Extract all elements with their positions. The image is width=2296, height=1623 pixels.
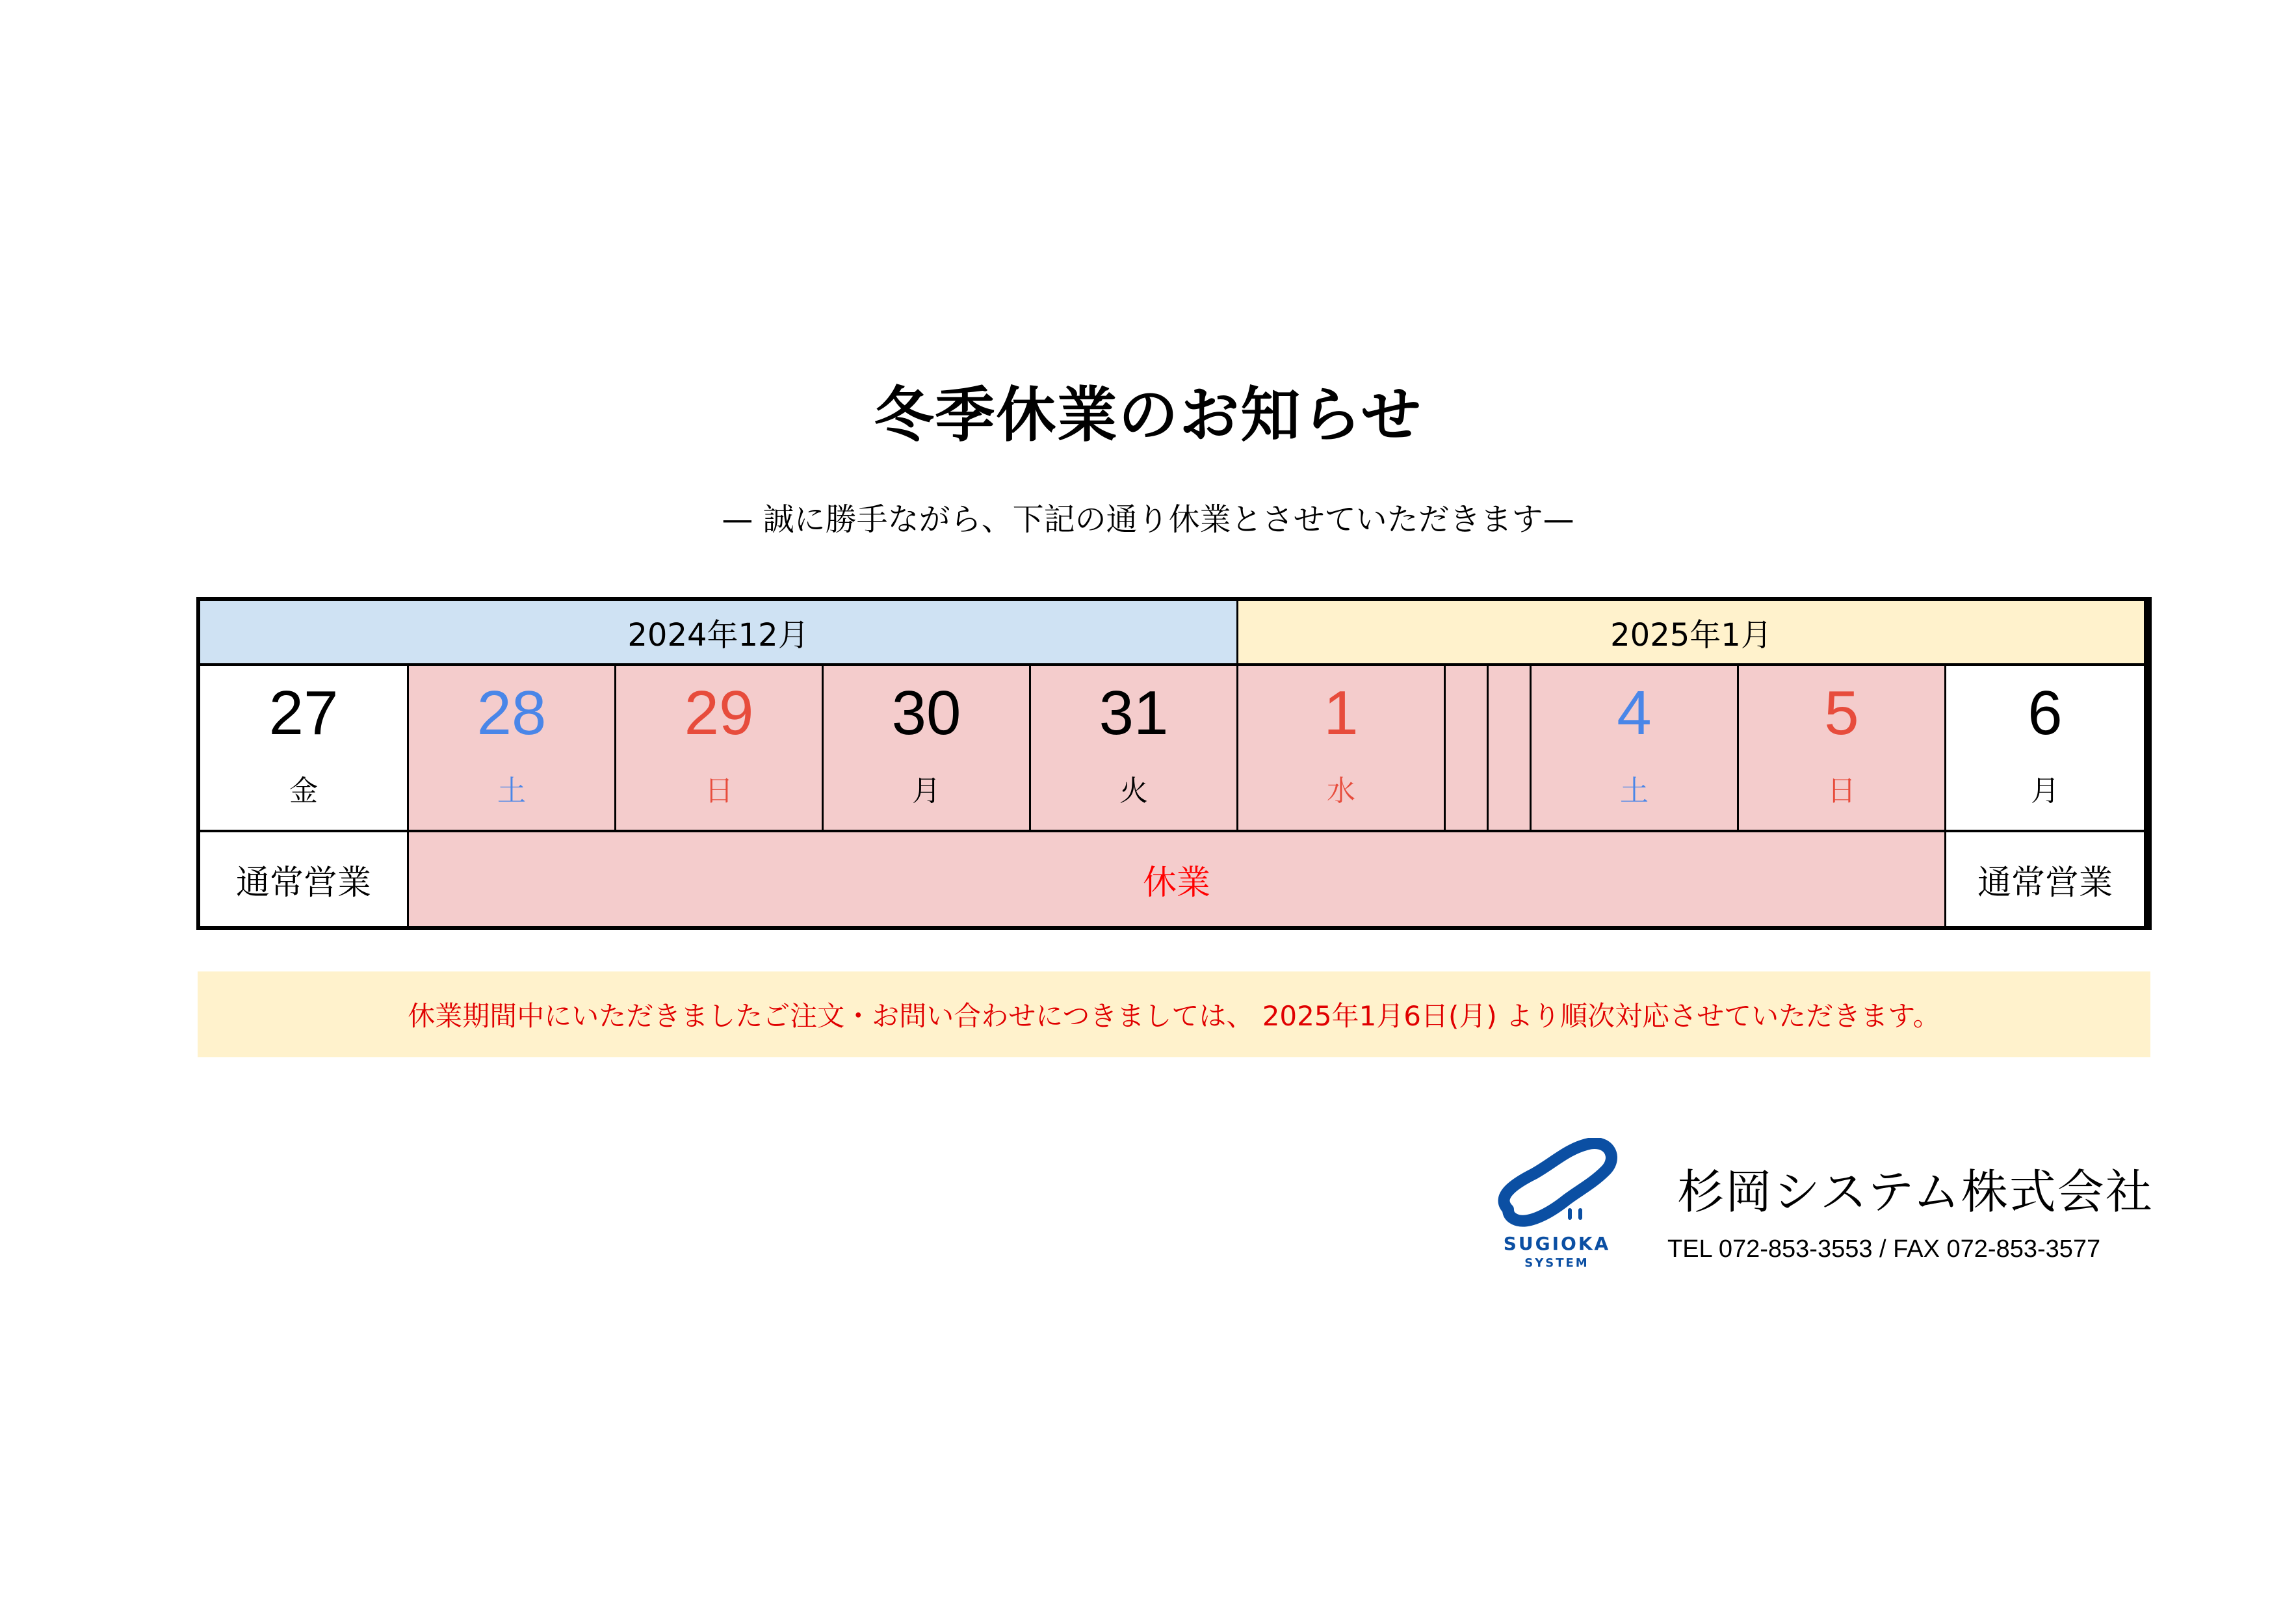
day-weekday: 月	[2031, 774, 2059, 808]
status-open-before: 通常営業	[200, 830, 407, 926]
day-number: 29	[684, 678, 754, 748]
day-weekday: 日	[1827, 774, 1856, 808]
day-weekday: 土	[1620, 774, 1649, 808]
day-number: 4	[1617, 678, 1652, 748]
day-cell-30	[822, 663, 1029, 830]
day-cell-gap-1	[1444, 663, 1487, 830]
day-weekday: 金	[289, 774, 318, 808]
day-cell-5	[1737, 663, 1944, 830]
day-cell-6	[1944, 663, 2144, 830]
day-cell-1	[1236, 663, 1444, 830]
logo-text-sugioka: SUGIOKA	[1503, 1233, 1611, 1254]
company-contact: TEL 072-853-3553 / FAX 072-853-3577	[1667, 1235, 2101, 1263]
day-weekday: 水	[1327, 774, 1355, 808]
day-number: 1	[1324, 678, 1359, 748]
day-number: 27	[268, 678, 339, 748]
day-number: 5	[1824, 678, 1859, 748]
company-name: 杉岡システム株式会社	[1677, 1165, 2154, 1219]
day-number: 31	[1099, 678, 1169, 748]
month-header-dec: 2024年12月	[200, 601, 1236, 663]
day-cell-4	[1530, 663, 1737, 830]
day-cell-28	[407, 663, 614, 830]
holiday-calendar-table	[196, 597, 2152, 930]
day-number: 30	[891, 678, 961, 748]
day-weekday: 土	[497, 774, 526, 808]
day-number: 28	[476, 678, 547, 748]
day-number: 6	[2028, 678, 2063, 748]
day-cell-31	[1029, 663, 1236, 830]
day-cell-27	[200, 663, 407, 830]
notice-banner: 休業期間中にいただきましたご注文・お問い合わせにつきましては、 2025年1月6日(月) より順次対応させていただきます。	[198, 971, 2150, 1057]
page-subtitle: — 誠に勝手ながら、下記の通り休業とさせていただきます—	[722, 501, 1574, 538]
day-weekday: 月	[912, 774, 941, 808]
logo-text-system: SYSTEM	[1524, 1256, 1589, 1270]
day-cell-gap-2	[1487, 663, 1530, 830]
day-weekday: 日	[705, 774, 733, 808]
sugioka-logo	[1489, 1138, 1625, 1274]
page-title: 冬季休業のお知らせ	[874, 380, 1422, 450]
day-weekday: 火	[1119, 774, 1148, 808]
status-open-after: 通常営業	[1944, 830, 2144, 926]
status-closed: 休業	[407, 830, 1944, 926]
day-cell-29	[614, 663, 822, 830]
month-header-jan: 2025年1月	[1236, 601, 2144, 663]
